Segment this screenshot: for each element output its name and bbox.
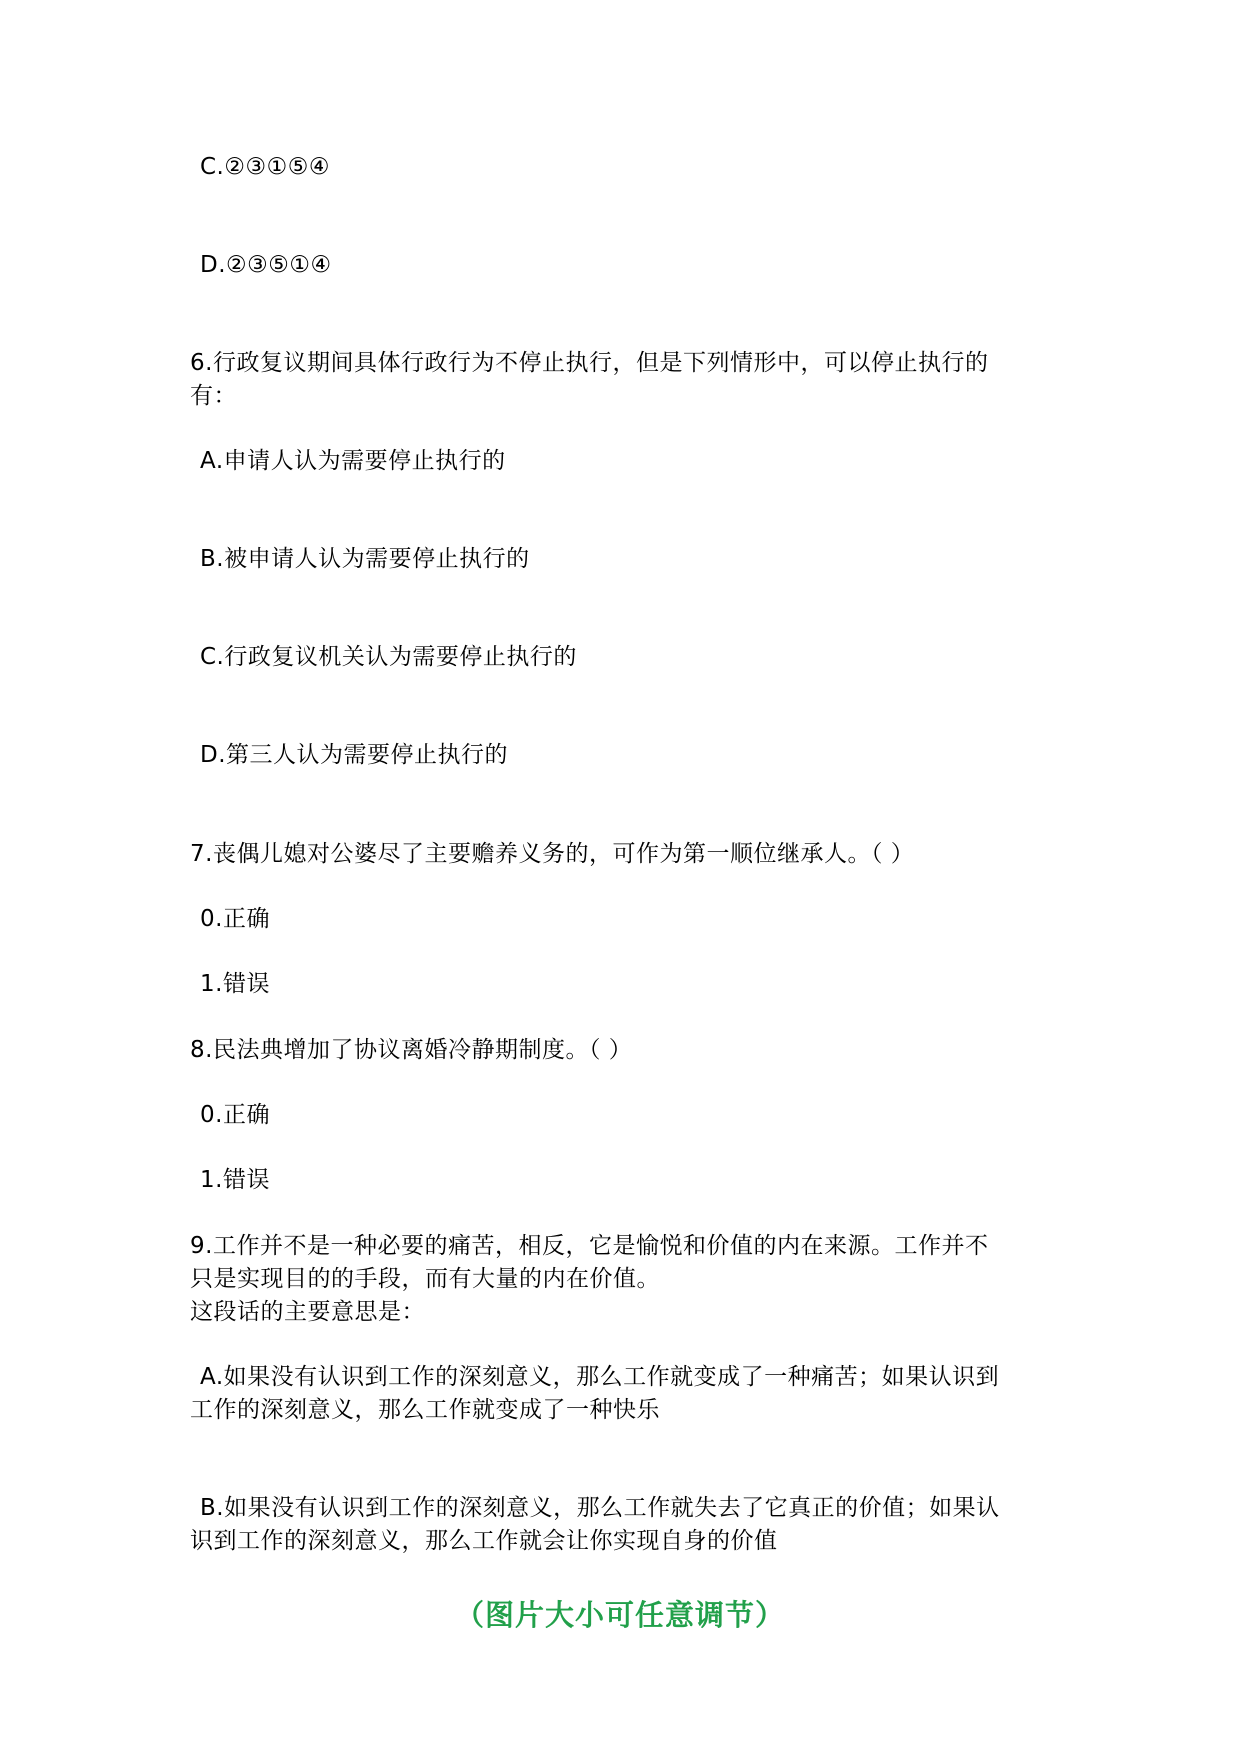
- q7-option-0: 0.正确: [200, 906, 270, 932]
- q9-stem-line2: 只是实现目的的手段，而有大量的内在价值。: [190, 1266, 660, 1292]
- q6-stem-line2: 有：: [190, 383, 237, 409]
- q8-option-0: 0.正确: [200, 1102, 270, 1128]
- q9-option-a-line1: A.如果没有认识到工作的深刻意义，那么工作就变成了一种痛苦；如果认识到: [200, 1364, 1000, 1390]
- q5-option-d: D.②③⑤①④: [200, 252, 332, 278]
- q5-option-c: C.②③①⑤④: [200, 154, 330, 180]
- q6-option-c: C.行政复议机关认为需要停止执行的: [200, 644, 577, 670]
- q8-option-1: 1.错误: [200, 1167, 270, 1193]
- q6-option-d: D.第三人认为需要停止执行的: [200, 742, 509, 768]
- q7-stem: 7.丧偶儿媳对公婆尽了主要赡养义务的，可作为第一顺位继承人。（ ）: [190, 841, 915, 867]
- q6-option-a: A.申请人认为需要停止执行的: [200, 448, 506, 474]
- q9-option-b-line2: 识到工作的深刻意义，那么工作就会让你实现自身的价值: [190, 1528, 778, 1554]
- q8-stem: 8.民法典增加了协议离婚冷静期制度。（ ）: [190, 1037, 633, 1063]
- q9-stem-line1: 9.工作并不是一种必要的痛苦，相反，它是愉悦和价值的内在来源。工作并不: [190, 1233, 989, 1259]
- q6-stem-line1: 6.行政复议期间具体行政行为不停止执行，但是下列情形中，可以停止执行的: [190, 350, 989, 376]
- image-resize-note: （图片大小可任意调节）: [454, 1598, 785, 1632]
- q9-option-b-line1: B.如果没有认识到工作的深刻意义，那么工作就失去了它真正的价值；如果认: [200, 1495, 1000, 1521]
- q9-option-a-line2: 工作的深刻意义，那么工作就变成了一种快乐: [190, 1397, 660, 1423]
- q9-stem-line3: 这段话的主要意思是：: [190, 1299, 425, 1325]
- q7-option-1: 1.错误: [200, 971, 270, 997]
- q6-option-b: B.被申请人认为需要停止执行的: [200, 546, 530, 572]
